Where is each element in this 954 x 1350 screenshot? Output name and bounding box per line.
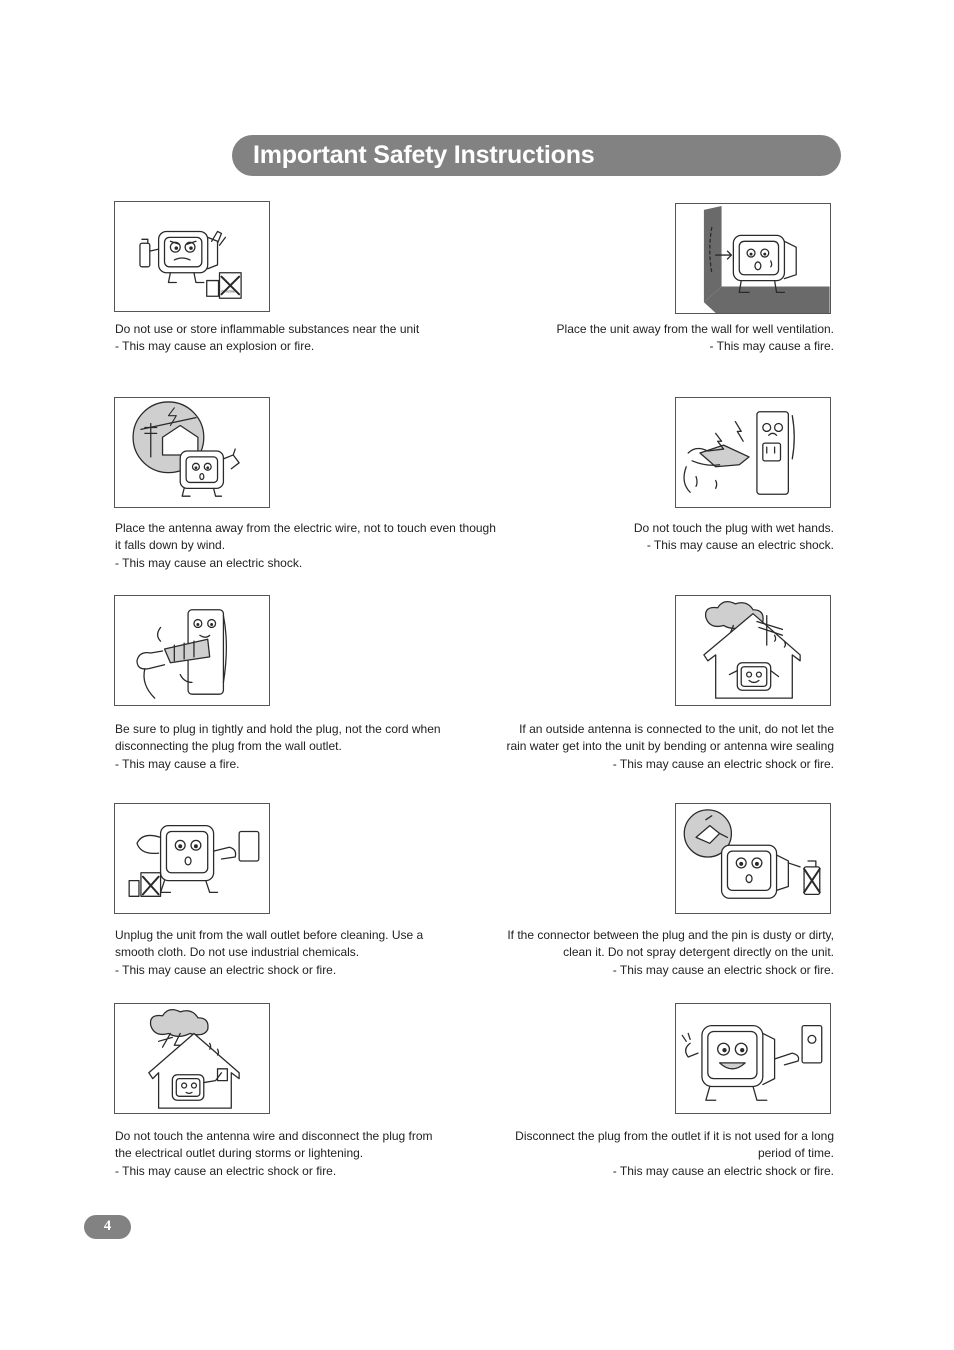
wall-ventilation-illustration <box>675 203 831 314</box>
page-title: Important Safety Instructions <box>253 141 595 169</box>
caption-antenna-electric-wire: Place the antenna away from the electric wire, not to touch even though it falls down by wind. - This may cause an electric shock. <box>115 521 496 570</box>
plug-in-tightly-illustration <box>114 595 270 706</box>
wet-hands-plug-illustration <box>675 397 831 508</box>
long-unused-unplug-illustration <box>675 1003 831 1114</box>
page-number: 4 <box>103 1218 112 1234</box>
caption-outdoor-antenna-rain: If an outside antenna is connected to the unit, do not let the rain water get into the unit by bending or antenna wire sealing - This may cause an electric shock or fire. <box>506 722 834 771</box>
caption-wall-ventilation: Place the unit away from the wall for well ventilation. - This may cause a fire. <box>556 322 834 354</box>
caption-lightning-storm: Do not touch the antenna wire and disconnect the plug from the electrical outlet during storms or lightening. - This may cause an electric shock or fire. <box>115 1129 433 1178</box>
svg-text:benzine: benzine <box>221 288 236 294</box>
caption-flammable-substances: Do not use or store inflammable substances near the unit - This may cause an explosion or fire. <box>115 322 420 354</box>
page-number-badge <box>84 1215 131 1239</box>
dusty-plug-connector-illustration <box>675 803 831 914</box>
antenna-electric-wire-illustration <box>114 397 270 508</box>
caption-dusty-plug-connector: If the connector between the plug and the pin is dusty or dirty, clean it. Do not spray detergent directly on the unit. - This may cause an electric shock or fire. <box>507 928 834 977</box>
cleaning-unplug-illustration <box>114 803 270 914</box>
lightning-storm-illustration <box>114 1003 270 1114</box>
outdoor-antenna-rain-illustration <box>675 595 831 706</box>
flammable-substances-illustration <box>114 201 270 312</box>
caption-long-unused-unplug: Disconnect the plug from the outlet if it is not used for a long period of time. - This may cause an electric shock or fire. <box>515 1129 834 1178</box>
caption-wet-hands-plug: Do not touch the plug with wet hands. - This may cause an electric shock. <box>633 521 834 553</box>
caption-cleaning-unplug: Unplug the unit from the wall outlet before cleaning. Use a smooth cloth. Do not use industrial chemicals. - This may cause an electric shock or fire. <box>115 928 424 977</box>
section-title-bar <box>232 135 841 176</box>
caption-plug-in-tightly: Be sure to plug in tightly and hold the plug, not the cord when disconnecting the plug from the wall outlet. - This may cause a fire. <box>115 722 441 771</box>
